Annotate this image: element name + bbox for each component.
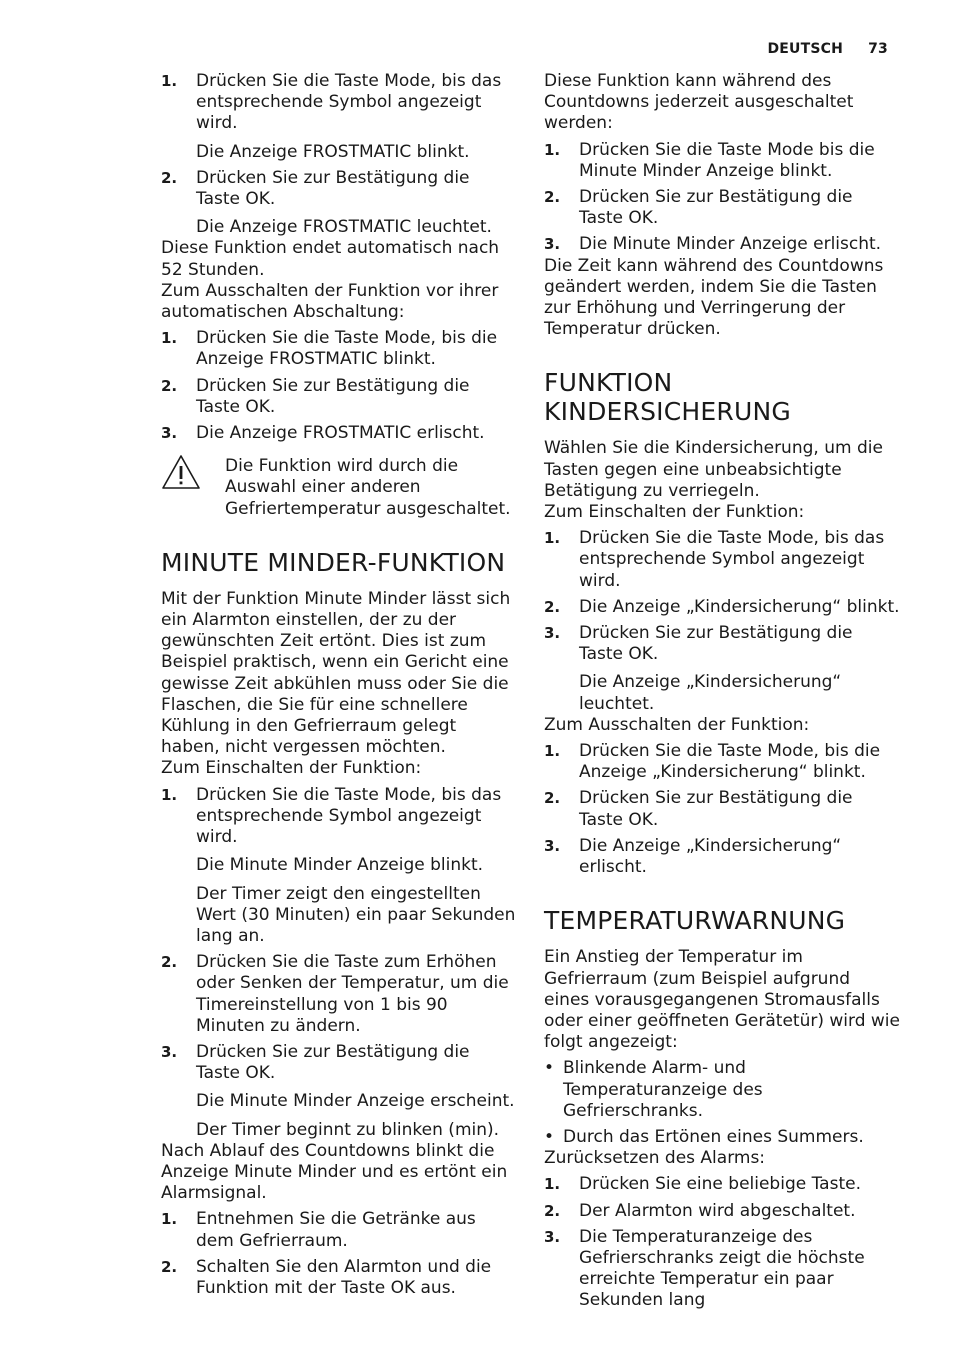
page-header	[767, 39, 888, 60]
step-number: 1.	[544, 742, 561, 761]
step-number: 1.	[161, 329, 178, 348]
step-text: Drücken Sie zur Bestätigung die Taste OK.	[579, 788, 853, 830]
page-number: 73	[868, 41, 888, 57]
paragraph: Diese Funktion endet automatisch nach 52 Stunden.	[161, 238, 500, 280]
list-item	[544, 597, 900, 618]
paragraph: Die Zeit kann während des Countdowns geändert werden, indem Sie die Tasten zur Erhöhung und Verringerung der Temperatur drücken.	[544, 255, 884, 340]
paragraph: Zum Ausschalten der Funktion vor ihrer automatischen Abschaltung:	[161, 280, 499, 323]
step-number: 3.	[161, 1042, 178, 1061]
list-item	[161, 168, 517, 210]
step-result: Die Anzeige FROSTMATIC leuchtet.	[196, 217, 492, 238]
step-number: 1.	[544, 529, 561, 548]
step-text: Drücken Sie zur Bestätigung die Taste OK.	[196, 167, 470, 210]
list-item	[544, 623, 900, 665]
step-text: Die Anzeige „Kindersicherung“ blinkt.	[579, 596, 900, 617]
section-heading-kindersicherung: FUNKTION KINDERSICHERUNG	[544, 368, 791, 427]
bullet-dot: •	[544, 1058, 555, 1079]
language-label: DEUTSCH	[767, 41, 844, 57]
list-item	[161, 1042, 517, 1084]
list-item	[161, 952, 517, 1037]
step-number: 3.	[161, 424, 178, 443]
section-heading-minute-minder: MINUTE MINDER-FUNKTION	[161, 547, 506, 577]
paragraph: Nach Ablauf des Countdowns blinkt die Anzeige Minute Minder und es ertönt ein Alarmsignal.	[161, 1140, 508, 1204]
step-number: 2.	[544, 188, 561, 207]
list-item	[544, 741, 900, 783]
section-heading-temperaturwarnung: TEMPERATURWARNUNG	[544, 906, 846, 936]
step-number: 1.	[544, 140, 561, 159]
step-number: 2.	[161, 376, 178, 395]
left-column	[161, 71, 517, 1299]
step-text: Drücken Sie eine beliebige Taste.	[579, 1174, 861, 1195]
step-number: 3.	[544, 1227, 561, 1246]
step-text: Drücken Sie die Taste Mode, bis die Anzeige FROSTMATIC blinkt.	[196, 328, 498, 370]
paragraph: Zum Ausschalten der Funktion:	[544, 714, 810, 735]
list-item	[544, 1174, 900, 1195]
step-result: Die Anzeige FROSTMATIC blinkt.	[196, 141, 470, 162]
step-text: Der Alarmton wird abgeschaltet.	[579, 1200, 856, 1221]
bullet-dot: •	[544, 1126, 555, 1147]
list-item	[544, 788, 900, 830]
step-text: Drücken Sie die Taste Mode, bis die Anzeige „Kindersicherung“ blinkt.	[579, 741, 881, 783]
list-item	[544, 234, 900, 255]
step-result: Die Minute Minder Anzeige erscheint.	[196, 1091, 515, 1112]
step-text: Drücken Sie zur Bestätigung die Taste OK.	[579, 187, 853, 229]
step-text: Die Temperaturanzeige des Gefrierschranks zeigt die höchste erreichte Temperatur ein paar Sekunden lang	[579, 1226, 865, 1311]
step-text: Schalten Sie den Alarmton und die Funktion mit der Taste OK aus.	[196, 1256, 492, 1298]
step-text: Die Minute Minder Anzeige erlischt.	[579, 234, 882, 255]
step-text: Drücken Sie zur Bestätigung die Taste OK.	[196, 1041, 470, 1084]
list-item	[161, 328, 517, 370]
paragraph: Mit der Funktion Minute Minder lässt sich ein Alarmton einstellen, der zu der gewünschten Zeit ertönt. Dies ist zum Beispiel praktisch, wenn ein Gericht eine gewisse Zeit abkühlen muss oder Sie die Flaschen, die Sie für eine schnellere Kühlung in den Gefrierraum gelegt haben, nicht vergessen möchten.	[161, 588, 511, 758]
step-result: Der Timer zeigt den eingestellten Wert (30 Minuten) ein paar Sekunden lang an.	[196, 883, 516, 946]
step-number: 2.	[161, 168, 178, 187]
list-item	[161, 1257, 517, 1299]
paragraph: Diese Funktion kann während des Countdowns jederzeit ausgeschaltet werden:	[544, 71, 854, 134]
step-number: 1.	[544, 1175, 561, 1194]
step-result: Die Minute Minder Anzeige blinkt.	[196, 855, 484, 876]
step-number: 2.	[544, 789, 561, 808]
list-item	[161, 423, 517, 444]
step-number: 3.	[544, 836, 561, 855]
bullet-text: Durch das Ertönen eines Summers.	[563, 1126, 864, 1147]
list-item	[544, 1227, 900, 1312]
step-number: 2.	[161, 953, 178, 972]
list-item	[544, 187, 900, 229]
step-text: Drücken Sie zur Bestätigung die Taste OK.	[196, 375, 470, 417]
right-column	[544, 71, 900, 1312]
step-text: Die Anzeige FROSTMATIC erlischt.	[196, 423, 485, 444]
step-number: 2.	[544, 597, 561, 616]
step-text: Die Anzeige „Kindersicherung“ erlischt.	[579, 835, 842, 878]
warning-icon	[161, 454, 201, 490]
bullet-text: Blinkende Alarm- und Temperaturanzeige des Gefrierschranks.	[563, 1058, 763, 1121]
paragraph: Ein Anstieg der Temperatur im Gefrierraum (zum Beispiel aufgrund eines vorausgegangenen Stromausfalls oder einer geöffneten Gerätetür) wird wie folgt angezeigt:	[544, 947, 900, 1053]
list-item	[161, 71, 517, 135]
list-item	[544, 140, 900, 182]
step-text: Drücken Sie die Taste zum Erhöhen oder Senken der Temperatur, um die Timereinstellung von 1 bis 90 Minuten zu ändern.	[196, 952, 509, 1036]
paragraph: Wählen Sie die Kindersicherung, um die Tasten gegen eine unbeabsichtigte Betätigung zu verriegeln.	[544, 438, 883, 501]
step-text: Drücken Sie die Taste Mode, bis das entsprechende Symbol angezeigt wird.	[579, 528, 885, 591]
bullet-item	[544, 1058, 900, 1122]
paragraph: Zurücksetzen des Alarms:	[544, 1148, 766, 1169]
step-text: Entnehmen Sie die Getränke aus dem Gefrierraum.	[196, 1209, 476, 1251]
list-item	[161, 1209, 517, 1251]
warning-text: Die Funktion wird durch die Auswahl einer anderen Gefriertemperatur ausgeschaltet.	[225, 456, 511, 519]
step-number: 2.	[544, 1201, 561, 1220]
paragraph: Zum Einschalten der Funktion:	[544, 502, 805, 523]
bullet-item	[544, 1127, 900, 1148]
step-text: Drücken Sie die Taste Mode, bis das entsprechende Symbol angezeigt wird.	[196, 71, 502, 134]
list-item	[161, 785, 517, 849]
step-number: 3.	[544, 235, 561, 254]
warning-note	[161, 456, 517, 520]
step-text: Drücken Sie die Taste Mode, bis das entsprechende Symbol angezeigt wird.	[196, 784, 502, 848]
paragraph: Zum Einschalten der Funktion:	[161, 758, 422, 779]
list-item	[544, 528, 900, 592]
list-item	[544, 836, 900, 878]
step-text: Drücken Sie zur Bestätigung die Taste OK.	[579, 623, 853, 665]
step-number: 1.	[161, 72, 178, 90]
step-number: 1.	[161, 1210, 178, 1229]
list-item	[161, 376, 517, 418]
step-result: Der Timer beginnt zu blinken (min).	[196, 1119, 500, 1140]
step-number: 3.	[544, 624, 561, 643]
step-result: Die Anzeige „Kindersicherung“ leuchtet.	[579, 672, 842, 714]
list-item	[544, 1201, 900, 1222]
step-number: 2.	[161, 1257, 178, 1276]
step-number: 1.	[161, 785, 178, 804]
step-text: Drücken Sie die Taste Mode bis die Minute Minder Anzeige blinkt.	[579, 139, 875, 181]
